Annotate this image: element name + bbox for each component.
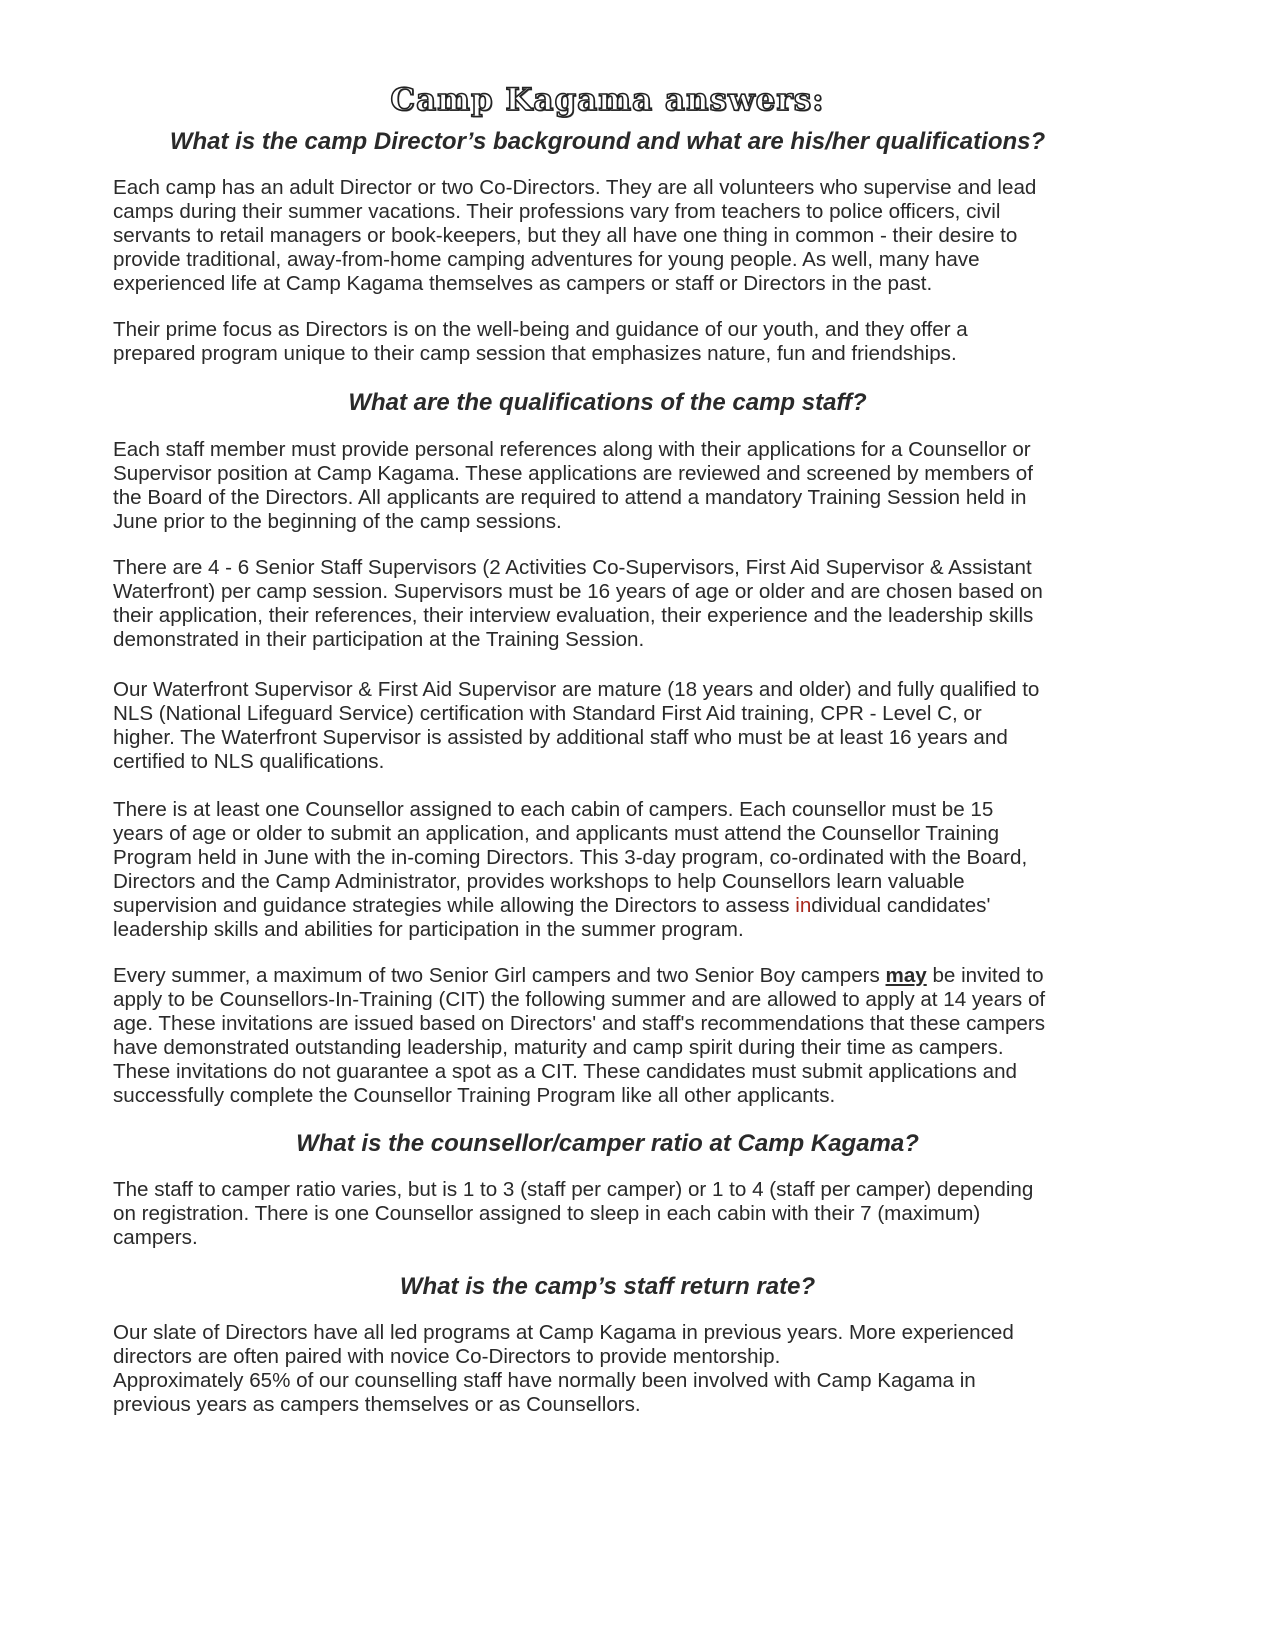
text-line: previous years as campers themselves or as Counsellors. (113, 1393, 641, 1416)
text-line: experienced life at Camp Kagama themselves as campers or staff or Directors in the past. (113, 272, 933, 295)
paragraph (113, 678, 1039, 774)
text-line: June prior to the beginning of the camp sessions. (113, 510, 562, 533)
text-line: apply to be Counsellors-In-Training (CIT) the following summer and are allowed to apply at 14 years of (113, 988, 1046, 1011)
text-line: servants to retail managers or book-keepers, but they all have one thing in common - their desire to (113, 224, 1018, 247)
paragraph (113, 1321, 1014, 1417)
text-line: The staff to camper ratio varies, but is 1 to 3 (staff per camper) or 1 to 4 (staff per camper) depending (113, 1178, 1034, 1201)
text-line: Supervisor position at Camp Kagama. These applications are reviewed and screened by members of (113, 462, 1033, 485)
text-line: There is at least one Counsellor assigned to each cabin of campers. Each counsellor must be 15 (113, 798, 994, 821)
paragraph (113, 318, 968, 366)
text-line: the Board of the Directors. All applicants are required to attend a mandatory Training Session held in (113, 486, 1027, 509)
text-segment: Every summer, a maximum of two Senior Girl campers and two Senior Boy campers (113, 964, 886, 987)
highlighted-text: in (795, 894, 812, 917)
text-line: demonstrated in their participation at the Training Session. (113, 628, 645, 651)
text-line: Their prime focus as Directors is on the well-being and guidance of our youth, and they offer a (113, 318, 968, 341)
section-heading: What is the counsellor/camper ratio at Camp Kagama? (296, 1130, 919, 1157)
text-line: Our slate of Directors have all led programs at Camp Kagama in previous years. More experienced (113, 1321, 1014, 1344)
text-segment: dividual candidates' (811, 894, 991, 917)
text-line: prepared program unique to their camp session that emphasizes nature, fun and friendships. (113, 342, 957, 365)
text-line: Approximately 65% of our counselling staff have normally been involved with Camp Kagama in (113, 1369, 976, 1392)
text-line: on registration. There is one Counsellor assigned to sleep in each cabin with their 7 (maximum) (113, 1202, 981, 1225)
paragraph (113, 964, 1045, 1108)
text-line: campers. (113, 1226, 198, 1249)
paragraph (113, 556, 1043, 652)
paragraph (113, 798, 1027, 942)
text-line: camps during their summer vacations. Their professions vary from teachers to police officers, civil (113, 200, 1001, 223)
text-line: years of age or older to submit an application, and applicants must attend the Counsellor Training (113, 822, 1000, 845)
text-line: provide traditional, away-from-home camping adventures for young people. As well, many have (113, 248, 980, 271)
text-line: Our Waterfront Supervisor & First Aid Supervisor are mature (18 years and older) and fully qualified to (113, 678, 1040, 701)
text-line: successfully complete the Counsellor Training Program like all other applicants. (113, 1084, 836, 1107)
text-line: These invitations do not guarantee a spot as a CIT. These candidates must submit applications and (113, 1060, 1017, 1083)
paragraph (113, 176, 1036, 296)
text-line: age. These invitations are issued based on Directors' and staff's recommendations that these campers (113, 1012, 1046, 1035)
text-line: leadership skills and abilities for participation in the summer program. (113, 918, 744, 941)
text-segment: be invited to (926, 964, 1044, 987)
text-segment: supervision and guidance strategies while allowing the Directors to assess (113, 894, 796, 917)
text-line: Program held in June with the in-coming Directors. This 3-day program, co-ordinated with the Board, (113, 846, 1028, 869)
section-heading: What is the camp Director’s background and what are his/her qualifications? (169, 128, 1046, 155)
section-heading: What are the qualifications of the camp staff? (348, 389, 867, 416)
text-line: have demonstrated outstanding leadership, maturity and camp spirit during their time as campers. (113, 1036, 1004, 1059)
section-heading: What is the camp’s staff return rate? (399, 1273, 816, 1300)
text-line: Each staff member must provide personal references along with their applications for a Counsellor or (113, 438, 1031, 461)
text-line: Directors and the Camp Administrator, provides workshops to help Counsellors learn valuable (113, 870, 965, 893)
text-line: Waterfront) per camp session. Supervisors must be 16 years of age or older and are chosen based on (113, 580, 1043, 603)
text-line: directors are often paired with novice Co-Directors to provide mentorship. (113, 1345, 781, 1368)
text-line: Each camp has an adult Director or two Co-Directors. They are all volunteers who supervise and lead (113, 176, 1037, 199)
text-line: NLS (National Lifeguard Service) certification with Standard First Aid training, CPR - Level C, or (113, 702, 982, 725)
text-line: their application, their references, their interview evaluation, their experience and the leadership skills (113, 604, 1034, 627)
text-line: higher. The Waterfront Supervisor is assisted by additional staff who must be at least 16 years and (113, 726, 1008, 749)
text-line (113, 964, 1045, 988)
paragraph (113, 438, 1033, 534)
emphasis-may: may (885, 964, 927, 987)
text-line (113, 894, 1027, 918)
text-line: There are 4 - 6 Senior Staff Supervisors (2 Activities Co-Supervisors, First Aid Supervisor & Assistant (113, 556, 1032, 579)
text-line: certified to NLS qualifications. (113, 750, 385, 773)
paragraph (113, 1178, 1033, 1250)
page-title: Camp Kagama answers: (390, 82, 825, 118)
